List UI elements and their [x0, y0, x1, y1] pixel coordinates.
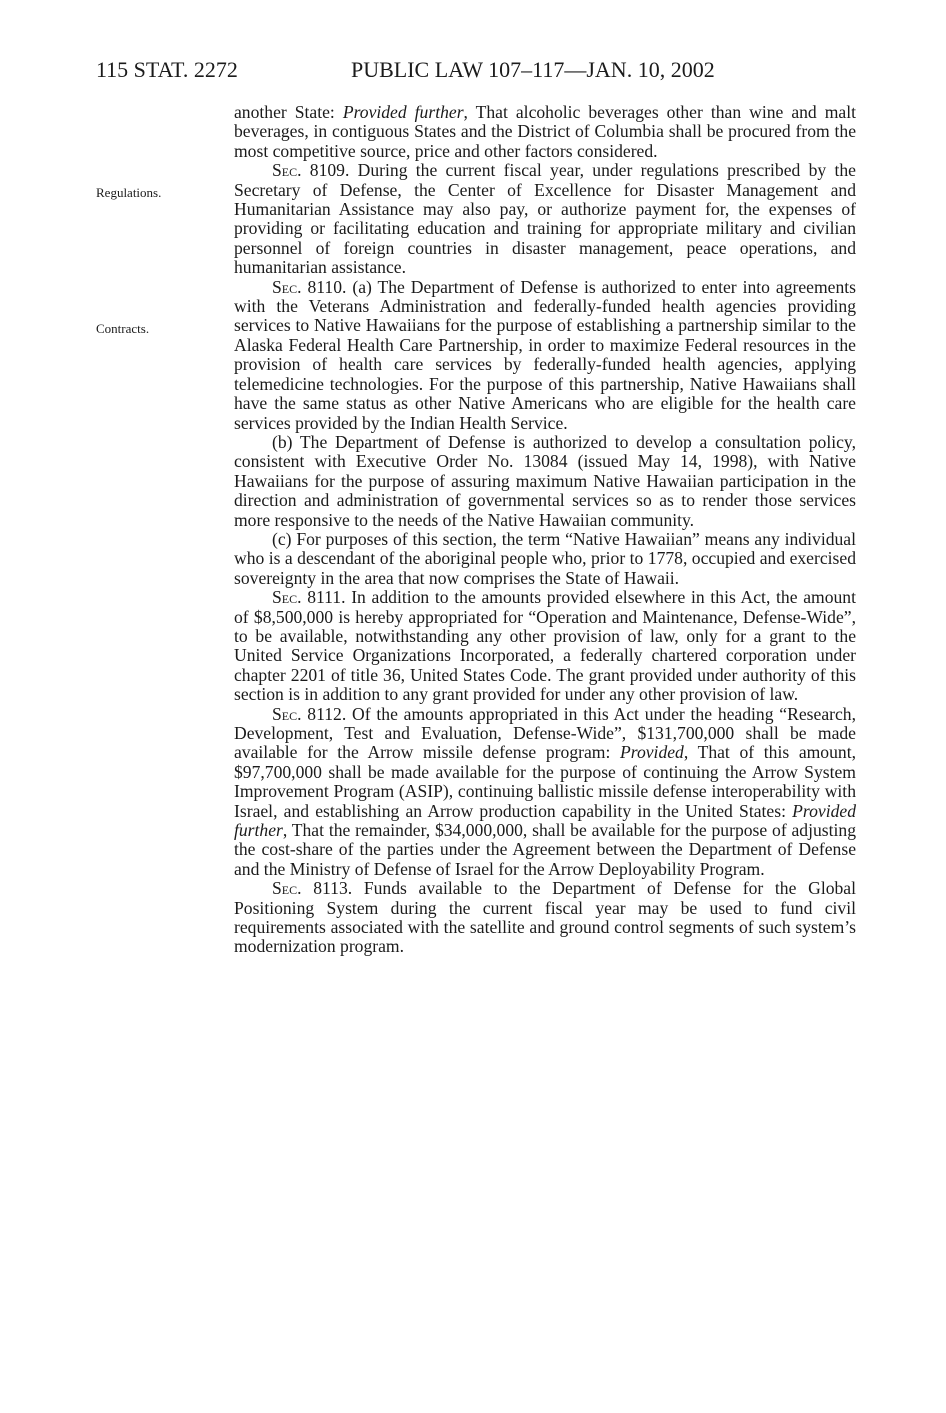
stat-page-number: 115 STAT. 2272	[96, 57, 238, 82]
running-header	[96, 56, 856, 84]
section-label: Sec. 8109.	[272, 160, 350, 181]
section-8109: Sec. 8109. During the current fiscal year, under regulations prescribed by the Secretary of Defense, the Center of Excellence for Disaster Management and Humanitarian Assistance may also pay, or authorize payment for, the expenses of providing or facilitating education and training for appropriate military and civilian personnel of foreign countries in disaster management, peace operations, and humanitarian assistance.	[234, 160, 856, 278]
section-8110-b: (b) The Department of Defense is authorized to develop a consultation policy, consistent with Executive Order No. 13084 (issued May 14, 1998), with Native Hawaiians for the purpose of assuring maximum Native Hawaiian participation in the direction and administration of governmental services so as to render those services more responsive to the needs of the Native Hawaiian community.	[234, 431, 856, 530]
section-8110-a: Sec. 8110. (a) The Department of Defense is authorized to enter into agreements with the Veterans Administration and federally-funded health agencies providing services to Native Hawaiians for the purpose of establishing a partnership similar to the Alaska Federal Health Care Partnership, in order to maximize Federal resources in the provision of health care services by federally-funded health agencies, applying telemedicine technologies. For the purpose of this partnership, Native Hawaiians shall have the same status as other Native Americans who are eligible for the health care services provided by the Indian Health Service.	[234, 276, 856, 433]
section-8113: Sec. 8113. Funds available to the Department of Defense for the Global Positioning System during the current fiscal year may be used to fund civil requirements associated with the satellite and ground control segments of such system’s modernization program.	[234, 878, 856, 957]
side-note-contracts: Contracts.	[96, 321, 150, 336]
section-8112: Sec. 8112. Of the amounts appropriated in this Act under the heading “Research, Development, Test and Evaluation, Defense-Wide”, $131,700,000 shall be made available for the Arrow missile defense program: Provided, That of this amount, $97,700,000 shall be made available for the purpose of continuing the Arrow System Improvement Program (ASIP), continuing ballistic missile defense interoperability with Israel, and establishing an Arrow production capability in the United States: Provided further, That the remainder, $34,000,000, shall be available for the purpose of adjusting the cost-share of the parties under the Agreement between the Department of Defense and the Ministry of Defense of Israel for the Arrow Deployability Program.	[234, 703, 856, 879]
section-label: Sec. 8111.	[272, 587, 346, 608]
italic-phrase: Provided further	[342, 102, 464, 122]
section-8111: Sec. 8111. In addition to the amounts provided elsewhere in this Act, the amount of $8,500,000 is hereby appropriated for “Operation and Maintenance, Defense-Wide”, to be available, notwithstanding any other provision of law, only for a grant to the United Service Organizations Incorporated, a federally chartered corporation under chapter 2201 of title 36, United States Code. The grant provided under authority of this section is in addition to any grant provided for under any other provision of law.	[234, 587, 856, 705]
side-note-regulations: Regulations.	[96, 185, 162, 200]
section-label: Sec. 8110.	[272, 276, 347, 297]
public-law-title: PUBLIC LAW 107–117—JAN. 10, 2002	[351, 57, 715, 82]
section-label: Sec. 8113.	[272, 878, 353, 899]
body-text	[234, 103, 856, 957]
italic-phrase: Provided	[620, 742, 684, 763]
paragraph-continuation: another State: Provided further, That alcoholic beverages other than wine and malt beverages, in contiguous States and the District of Columbia shall be procured from the most competitive source, price and other factors considered.	[234, 102, 857, 161]
section-label: Sec. 8112.	[272, 703, 347, 724]
italic-phrase: Provided further	[234, 800, 856, 841]
section-8110-c: (c) For purposes of this section, the term “Native Hawaiian” means any individual who is a descendant of the aboriginal people who, prior to 1778, occupied and exercised sovereignty in the area that now comprises the State of Hawaii.	[234, 528, 856, 588]
